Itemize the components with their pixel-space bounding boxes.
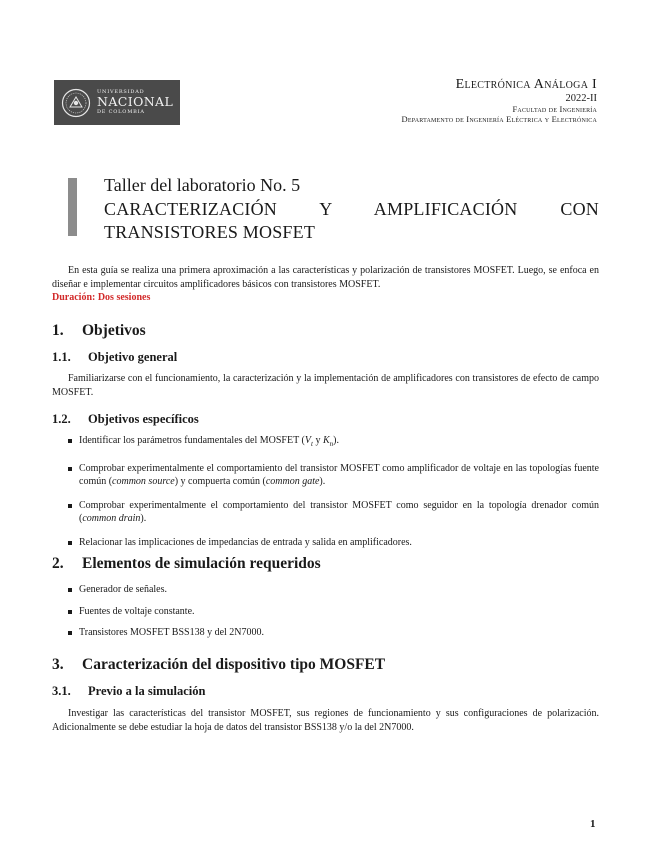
section-title: Caracterización del dispositivo tipo MOSFET <box>82 656 386 673</box>
list-item: Comprobar experimentalmente el comportamiento del transistor MOSFET como seguidor en la topología drenador común (common drain). <box>52 499 599 526</box>
subsection-title: Previo a la simulación <box>88 684 206 698</box>
section-number: 1. <box>52 322 64 339</box>
section-title: Objetivos <box>82 322 146 339</box>
intro-paragraph <box>52 264 599 291</box>
section-heading-objetivos <box>52 322 146 340</box>
academic-period: 2022-II <box>565 93 597 104</box>
subsection-heading-objetivos-especificos <box>52 412 199 427</box>
elementos-list <box>52 583 599 640</box>
subsection-number: 1.2. <box>52 412 71 426</box>
document-title: CARACTERIZACIÓN Y AMPLIFICACIÓN CON TRANSISTORES MOSFET <box>104 199 599 242</box>
university-logo <box>54 80 180 125</box>
list-item: Transistores MOSFET BSS138 y del 2N7000. <box>52 626 599 640</box>
subsection-title: Objetivos específicos <box>88 412 199 426</box>
subsection-heading-previo <box>52 684 205 699</box>
lab-subtitle: Taller del laboratorio No. 5 <box>104 175 301 195</box>
page-number: 1 <box>590 818 596 830</box>
faculty-name: Facultad de Ingeniería <box>512 104 597 114</box>
list-item: Fuentes de voltaje constante. <box>52 605 599 619</box>
previo-paragraph: Investigar las características del transistor MOSFET, sus regiones de funcionamiento y sus configuraciones de polarización. Adicionalmente se debe estudiar la hoja de datos del transistor BSS138 y/o la del 2N7000. <box>52 708 599 733</box>
course-name: Electrónica Análoga I <box>455 77 597 92</box>
university-seal-icon <box>61 88 91 118</box>
list-item: Generador de señales. <box>52 583 599 597</box>
logo-line-3: DE COLOMBIA <box>97 108 145 115</box>
list-item: Identificar los parámetros fundamentales del MOSFET ($V_t$ y $K_n$). <box>52 434 599 452</box>
section-title: Elementos de simulación requeridos <box>82 555 321 572</box>
title-accent-bar <box>68 178 77 236</box>
subsection-number: 1.1. <box>52 350 71 364</box>
section-number: 2. <box>52 555 64 572</box>
subsection-title: Objetivo general <box>88 350 178 364</box>
intro-text: En esta guía se realiza una primera aproximación a las características y polarización de transistores MOSFET. Luego, se enfoca en diseñar e implementar circuitos amplificadores básicos con transistores MOSFET. <box>52 265 599 290</box>
list-item: Comprobar experimentalmente el comportamiento del transistor MOSFET como amplificador de voltaje en las topologías fuente común (common source) y compuerta común (common gate). <box>52 462 599 489</box>
subsection-heading-objetivo-general <box>52 350 177 365</box>
logo-line-2: NACIONAL <box>97 94 174 110</box>
subsection-number: 3.1. <box>52 684 71 698</box>
logo-line-1: UNIVERSIDAD <box>97 89 145 96</box>
objetivos-especificos-list <box>52 434 599 549</box>
duration-note: Duración: Dos sesiones <box>52 292 151 303</box>
section-heading-elementos <box>52 555 321 573</box>
list-item: Relacionar las implicaciones de impedancias de entrada y salida en amplificadores. <box>52 536 599 550</box>
objetivo-general-paragraph: Familiarizarse con el funcionamiento, la caracterización y la implementación de amplificadores con transistores de efecto de campo MOSFET. <box>52 373 599 398</box>
section-number: 3. <box>52 656 64 673</box>
section-heading-caracterizacion <box>52 656 385 674</box>
department-name: Departamento de Ingeniería Eléctrica y Electrónica <box>401 114 597 124</box>
